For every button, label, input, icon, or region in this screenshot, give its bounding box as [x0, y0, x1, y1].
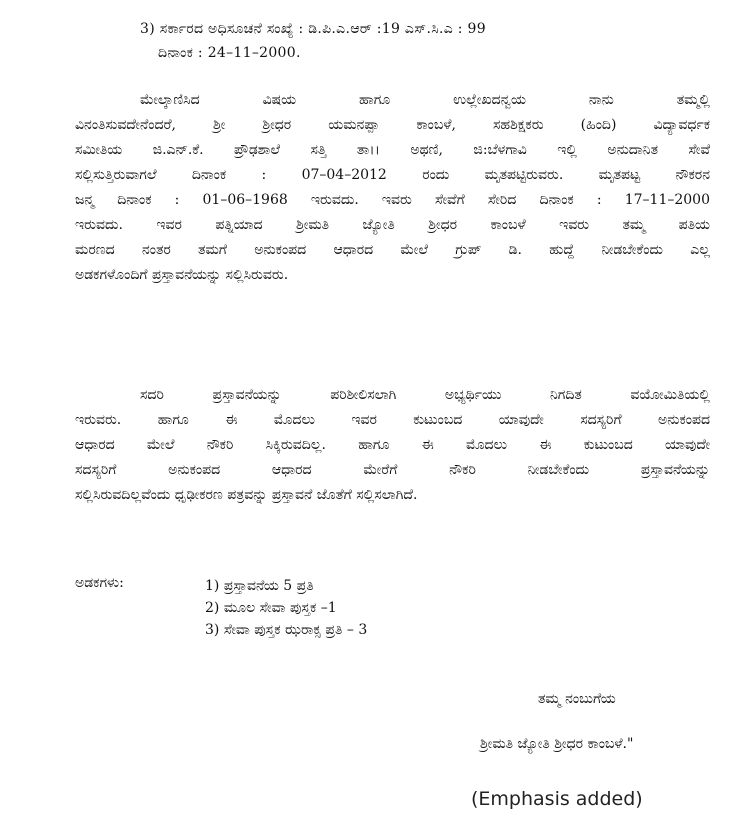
signature-name: ಶ್ರೀಮತಿ ಜ್ಯೋತಿ ಶ್ರೀಧರ ಕಾಂಬಳೆ." — [480, 736, 634, 752]
paragraph-line: ಜನ್ಮ ದಿನಾಂಕ : 01–06–1968 ಇರುವದು. ಇವರು ಸೇವೆಗೆ ಸೇರಿದ ದಿನಾಂಕ : 17–11–2000 — [75, 192, 710, 208]
paragraph-line: ಮೇಲ್ಕಾಣಿಸಿದ ವಿಷಯ ಹಾಗೂ ಉಲ್ಲೇಖದನ್ವಯ ನಾನು ತಮ್ಮಲ್ಲಿ — [140, 92, 710, 108]
paragraph-line: ಅಡಕಗಳೊಂದಿಗೆ ಪ್ರಸ್ತಾವನೆಯನ್ನು ಸಲ್ಲಿಸಿರುವರು. — [75, 267, 289, 283]
reference-date-line: ದಿನಾಂಕ : 24–11–2000. — [158, 45, 301, 61]
paragraph-line: ಮರಣದ ನಂತರ ತಮಗೆ ಅನುಕಂಪದ ಆಧಾರದ ಮೇಲೆ ಗ್ರುಪ್ ಡಿ. ಹುದ್ದೆ ನೀಡಬೇಕೆಂದು ಎಲ್ಲ — [75, 242, 710, 258]
paragraph-line: ಇರುವರು. ಹಾಗೂ ಈ ಮೊದಲು ಇವರ ಕುಟುಂಬದ ಯಾವುದೇ ಸದಸ್ಯರಿಗೆ ಅನುಕಂಪದ — [75, 412, 710, 428]
paragraph-line: ವಿನಂತಿಸುವದೇನೆಂದರೆ, ಶ್ರೀ ಶ್ರೀಧರ ಯಮನಪ್ಪಾ ಕಾಂಬಳೆ, ಸಹಶಿಕ್ಷಕರು (ಹಿಂದಿ) ವಿದ್ಯಾವರ್ಧಕ — [75, 117, 710, 133]
paragraph-line: ಸಮೀತಿಯ ಜಿ.ಎನ್.ಕೆ. ಪ್ರೌಢಶಾಲೆ ಸತ್ತಿ ತಾ।। ಅಥಣಿ, ಜಿ:ಬೆಳಗಾವಿ ಇಲ್ಲಿ ಅನುದಾನಿತ ಸೇವೆ — [75, 142, 710, 158]
enclosures-list — [205, 575, 367, 641]
emphasis-note: (Emphasis added) — [471, 788, 643, 810]
enclosures-label: ಅಡಕಗಳು: — [75, 575, 124, 591]
paragraph-line: ಸಲ್ಲಿಸಿರುವದಿಲ್ಲವೆಂದು ಧೃಢೀಕರಣ ಪತ್ರವನ್ನು ಪ್ರಸ್ತಾವನೆ ಜೊತೆಗೆ ಸಲ್ಲಿಸಲಾಗಿದೆ. — [75, 487, 418, 503]
closing-salutation: ತಮ್ಮ ನಂಬುಗೆಯ — [538, 691, 616, 707]
paragraph-line: ಇರುವದು. ಇವರ ಪತ್ನಿಯಾದ ಶ್ರೀಮತಿ ಜ್ಯೋತಿ ಶ್ರೀಧರ ಕಾಂಬಳೆ ಇವರು ತಮ್ಮ ಪತಿಯ — [75, 217, 710, 233]
reference-notification-line: 3) ಸರ್ಕಾರದ ಅಧಿಸೂಚನೆ ಸಂಖ್ಯೆ : ಡಿ.ಪಿ.ಎ.ಆರ್ :19 ಎಸ್.ಸಿ.ಎ : 99 — [140, 21, 486, 37]
enclosure-item: 1) ಪ್ರಸ್ತಾವನೆಯ 5 ಪ್ರತಿ — [205, 578, 314, 594]
paragraph-line: ಸದರಿ ಪ್ರಸ್ತಾವನೆಯನ್ನು ಪರಿಶೀಲಿಸಲಾಗಿ ಅಭ್ಯರ್ಥಿಯು ನಿಗದಿತ ವಯೋಮಿತಿಯಲ್ಲಿ — [140, 387, 710, 403]
body-paragraph-1 — [75, 88, 710, 288]
enclosure-item: 3) ಸೇವಾ ಪುಸ್ತಕ ಝರಾಕ್ಸ ಪ್ರತಿ – 3 — [205, 622, 368, 638]
paragraph-line: ಸದಸ್ಯರಿಗೆ ಅನುಕಂಪದ ಆಧಾರದ ಮೇರೆಗೆ ನೌಕರಿ ನೀಡಬೇಕೆಂದು ಪ್ರಸ್ತಾವನೆಯನ್ನು — [75, 462, 710, 478]
paragraph-line: ಆಧಾರದ ಮೇಲೆ ನೌಕರಿ ಸಿಕ್ಕಿರುವದಿಲ್ಲ. ಹಾಗೂ ಈ ಮೊದಲು ಈ ಕುಟುಂಬದ ಯಾವುದೇ — [75, 437, 710, 453]
body-paragraph-2 — [75, 383, 710, 508]
paragraph-line: ಸಲ್ಲಿಸುತ್ತಿರುವಾಗಲೆ ದಿನಾಂಕ : 07–04–2012 ರಂದು ಮೃತಪಟ್ಟಿರುವರು. ಮೃತಪಟ್ಟ ನೌಕರನ — [75, 167, 710, 183]
enclosure-item: 2) ಮೂಲ ಸೇವಾ ಪುಸ್ತಕ –1 — [205, 600, 337, 616]
